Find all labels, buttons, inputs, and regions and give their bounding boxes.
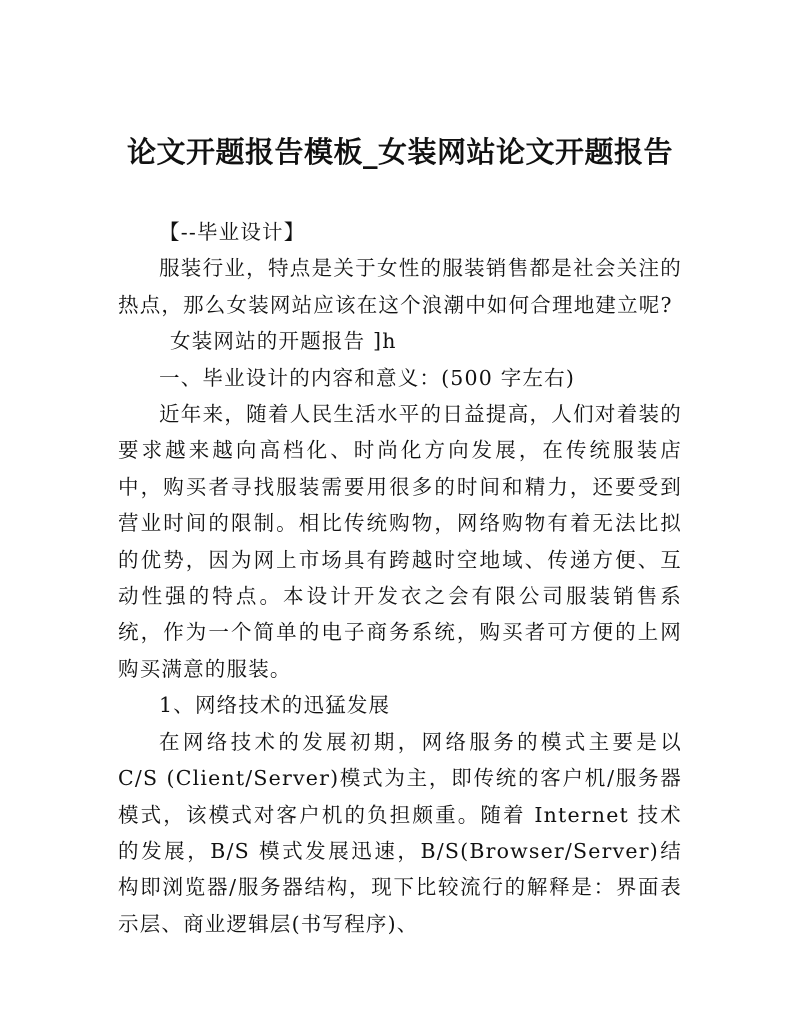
paragraph-intro: 服装行业，特点是关于女性的服装销售都是社会关注的热点，那么女装网站应该在这个浪潮中如何合理地建立呢?: [118, 256, 682, 317]
document-body: [118, 214, 682, 942]
paragraph-category: 【--毕业设计】: [159, 220, 306, 244]
section-heading-content-significance: 一、毕业设计的内容和意义：(500 字左右): [159, 365, 576, 390]
subsection-heading-network-technology: 1、网络技术的迅猛发展: [159, 693, 391, 718]
paragraph-network-technology: 在网络技术的发展初期，网络服务的模式主要是以 C/S (Client/Server)模式为主，即传统的客户机/服务器模式，该模式对客户机的负担颇重。随着 Internet 技术的发展，B/S 模式发展迅速，B/S(Browser/Server)结构即浏览器/服务器结构，现下比较流行的解释是：界面表示层、商业逻辑层(书写程序)、: [118, 729, 682, 936]
paragraph-report-heading: 女装网站的开题报告 ]h: [170, 329, 397, 354]
paragraph-background: 近年来，随着人民生活水平的日益提高，人们对着装的要求越来越向高档化、时尚化方向发展，在传统服装店中，购买者寻找服装需要用很多的时间和精力，还要受到营业时间的限制。相比传统购物，网络购物有着无法比拟的优势，因为网上市场具有跨越时空地域、传递方便、互动性强的特点。本设计开发衣之会有限公司服装销售系统，作为一个简单的电子商务系统，购买者可方便的上网购买满意的服装。: [118, 402, 682, 681]
document-title: 论文开题报告模板_女装网站论文开题报告: [126, 135, 673, 169]
